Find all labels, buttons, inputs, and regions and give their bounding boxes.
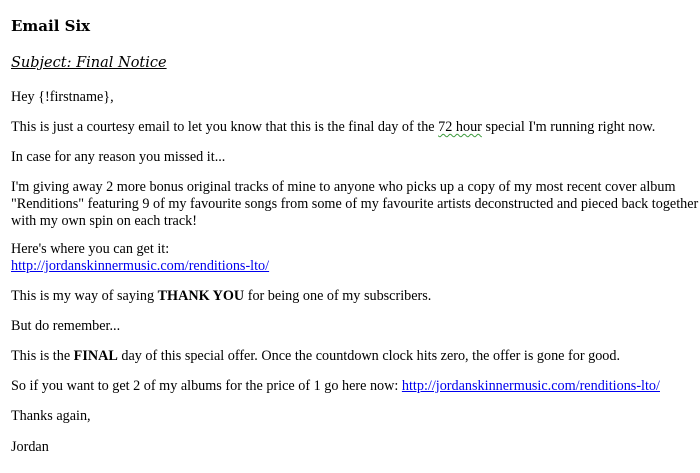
- paragraph-courtesy: [11, 119, 655, 136]
- thank-you-text-before: This is my way of saying: [11, 288, 158, 304]
- thank-you-bold: THANK YOU: [157, 288, 245, 304]
- paragraph-giveaway-line: "Renditions" featuring 9 of my favourite songs from some of my favourite artists deconstructed and pieced back together: [11, 196, 699, 212]
- paragraph-remember: But do remember...: [11, 318, 121, 334]
- signature: Jordan: [11, 439, 49, 455]
- paragraph-offer-link: [11, 378, 660, 395]
- renditions-link[interactable]: http://jordanskinnermusic.com/renditions-lto/: [11, 258, 270, 274]
- renditions-offer-link[interactable]: http://jordanskinnermusic.com/renditions-lto/: [401, 378, 660, 394]
- paragraph-missed-it: In case for any reason you missed it...: [11, 149, 226, 165]
- thank-you-text-after: for being one of my subscribers.: [244, 288, 432, 304]
- spellcheck-flagged-text: 72 hour: [438, 119, 482, 135]
- paragraph-courtesy-text-before: This is just a courtesy email to let you know that this is the final day of the: [11, 119, 439, 135]
- final-day-text-after: day of this special offer. Once the countdown clock hits zero, the offer is gone for good.: [117, 348, 621, 364]
- email-heading: Email Six: [11, 17, 91, 35]
- paragraph-giveaway-line: with my own spin on each track!: [11, 213, 197, 229]
- paragraph-courtesy-text-after: special I'm running right now.: [481, 119, 656, 135]
- email-subject: Subject: Final Notice: [11, 55, 167, 71]
- offer-text: So if you want to get 2 of my albums for the price of 1 go here now:: [11, 378, 402, 394]
- paragraph-thank-you: [11, 288, 431, 305]
- final-day-text-before: This is the: [11, 348, 74, 364]
- closing: Thanks again,: [11, 408, 91, 424]
- where-to-get-text: Here's where you can get it:: [11, 241, 170, 257]
- paragraph-giveaway-line: I'm giving away 2 more bonus original tracks of mine to anyone who picks up a copy of my most recent cover album: [11, 179, 676, 195]
- final-day-bold: FINAL: [73, 348, 118, 364]
- paragraph-final-day: [11, 348, 620, 365]
- paragraph-giveaway: [11, 179, 698, 230]
- greeting: Hey {!firstname},: [11, 89, 114, 105]
- paragraph-where-to-get: [11, 241, 269, 275]
